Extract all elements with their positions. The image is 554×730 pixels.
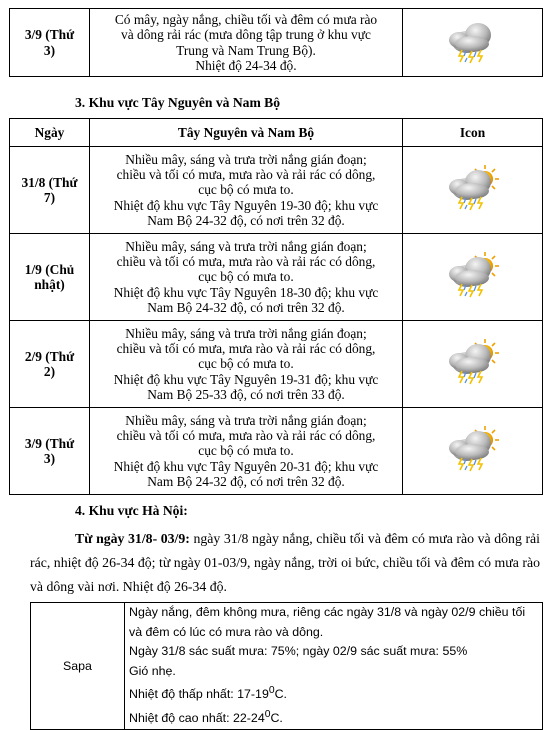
sapa-forecast-cell [125, 603, 543, 730]
desc-line: cục bộ có mưa to. [198, 182, 294, 198]
day-label-line2: 3) [43, 42, 56, 58]
desc-line: chiều và tối có mưa, mưa rào và rải rác có dông, [116, 341, 376, 357]
sapa-min-temp: Nhiệt độ thấp nhất: $17-19^0C$. [129, 685, 287, 702]
day-label-line2: nhật) [34, 277, 65, 292]
icon-cell [403, 234, 543, 321]
desc-line: Nhiều mây, sáng và trưa trời nắng gián đoạn; [125, 238, 367, 254]
sun-thunderstorm-icon [445, 424, 501, 474]
icon-cell [403, 321, 543, 408]
desc-line: Nam Bộ 24-32 độ, có nơi trên 32 độ. [147, 473, 345, 489]
desc-line: Nhiều mây, sáng và trưa trời nắng gián đoạn; [125, 412, 367, 428]
forecast-description [90, 321, 403, 408]
desc-line: Nhiệt độ 24-34 độ. [195, 57, 297, 73]
header-region: Tây Nguyên và Nam Bộ [90, 119, 403, 147]
day-label-line2: 7) [43, 190, 56, 205]
day-label-line1: 3/9 (Thứ [24, 27, 75, 43]
day-cell [10, 9, 90, 77]
day-label-line2: 2) [43, 364, 56, 379]
day-cell [10, 147, 90, 234]
sapa-line: Gió nhẹ. [129, 663, 176, 678]
sapa-line: và đêm có lúc có mưa rào và dông. [129, 624, 324, 639]
desc-line: Nhiều mây, sáng và trưa trời nắng gián đoạn; [125, 325, 367, 341]
forecast-description [90, 408, 403, 495]
day-label-line2: 3) [43, 451, 56, 466]
desc-line: Nhiều mây, sáng và trưa trời nắng gián đoạn; [125, 151, 367, 167]
table-row [10, 408, 543, 495]
sun-thunderstorm-icon [445, 163, 501, 213]
desc-line: cục bộ có mưa to. [198, 443, 294, 459]
table-row [10, 147, 543, 234]
day-cell [10, 321, 90, 408]
icon-cell [403, 147, 543, 234]
table-row [10, 234, 543, 321]
desc-line: và dông rải rác (mưa dông tập trung ở khu vực [121, 27, 371, 43]
day-cell [10, 234, 90, 321]
table-row [10, 9, 543, 77]
section-heading-ha-noi: 4. Khu vực Hà Nội: [75, 503, 188, 518]
desc-line: Nam Bộ 24-32 độ, có nơi trên 32 độ. [147, 299, 345, 315]
desc-line: Có mây, ngày nắng, chiều tối và đêm có mưa rào [114, 12, 378, 28]
day-label-line1: 31/8 (Thứ [21, 174, 78, 190]
forecast-description [90, 9, 403, 77]
sapa-forecast-table [30, 602, 543, 730]
tay-nguyen-forecast-table [9, 118, 543, 495]
sun-thunderstorm-icon [445, 250, 501, 300]
sapa-place-cell: Sapa [31, 603, 125, 730]
day-cell [10, 408, 90, 495]
desc-line: Nhiệt độ khu vực Tây Nguyên 18-30 độ; khu vực [113, 284, 379, 300]
header-day: Ngày [10, 119, 90, 147]
desc-line: Nhiệt độ khu vực Tây Nguyên 20-31 độ; khu vực [113, 458, 379, 474]
desc-line: chiều và tối có mưa, mưa rào và rải rác có dông, [116, 167, 376, 183]
desc-line: chiều và tối có mưa, mưa rào và rải rác có dông, [116, 428, 376, 444]
table-row [10, 321, 543, 408]
sapa-max-temp: Nhiệt độ cao nhất: $22-24^0C$. [129, 709, 283, 726]
icon-cell [403, 9, 543, 77]
table-header-row [10, 119, 543, 147]
icon-cell [403, 408, 543, 495]
desc-line: cục bộ có mưa to. [198, 269, 294, 285]
desc-line: Trung và Nam Trung Bộ). [176, 42, 316, 58]
sun-thunderstorm-icon [445, 337, 501, 387]
desc-line: Nam Bộ 25-33 độ, có nơi trên 33 độ. [147, 386, 345, 402]
desc-line: Nhiệt độ khu vực Tây Nguyên 19-31 độ; khu vực [113, 371, 379, 387]
table-row [31, 603, 543, 730]
day-label-line1: 3/9 (Thứ [24, 435, 75, 451]
desc-line: chiều và tối có mưa, mưa rào và rải rác có dông, [116, 254, 376, 270]
sapa-line: Ngày nắng, đêm không mưa, riêng các ngày 31/8 và ngày 02/9 chiều tối [129, 605, 526, 619]
forecast-description [90, 147, 403, 234]
top-forecast-table [9, 8, 543, 77]
desc-line: Nam Bộ 24-32 độ, có nơi trên 32 độ. [147, 212, 345, 228]
ha-noi-forecast-paragraph [30, 527, 540, 599]
thunderstorm-cloud-icon [445, 16, 501, 66]
ha-noi-forecast-text: ngày 31/8 ngày nắng, chiều tối và đêm có mưa rào và dông rải rác, nhiệt độ 26-34 độ; từ ngày 01-03/9, ngày nắng, trời oi bức, chiều tối và đêm có mưa rào và dông vài nơi. Nhiệt độ 26-34 độ. [30, 531, 540, 594]
header-icon: Icon [403, 119, 543, 147]
sapa-line: Ngày 31/8 sác suất mưa: 75%; ngày 02/9 sác suất mưa: 55% [129, 644, 468, 659]
day-label-line1: 2/9 (Thứ [24, 348, 75, 364]
section-heading-tay-nguyen-nam-bo: 3. Khu vực Tây Nguyên và Nam Bộ [75, 95, 281, 110]
day-label-line1: 1/9 (Chủ [24, 261, 75, 277]
desc-line: Nhiệt độ khu vực Tây Nguyên 19-30 độ; khu vực [113, 197, 379, 213]
forecast-description [90, 234, 403, 321]
ha-noi-date-range: Từ ngày 31/8- 03/9: [75, 531, 190, 546]
desc-line: cục bộ có mưa to. [198, 356, 294, 372]
